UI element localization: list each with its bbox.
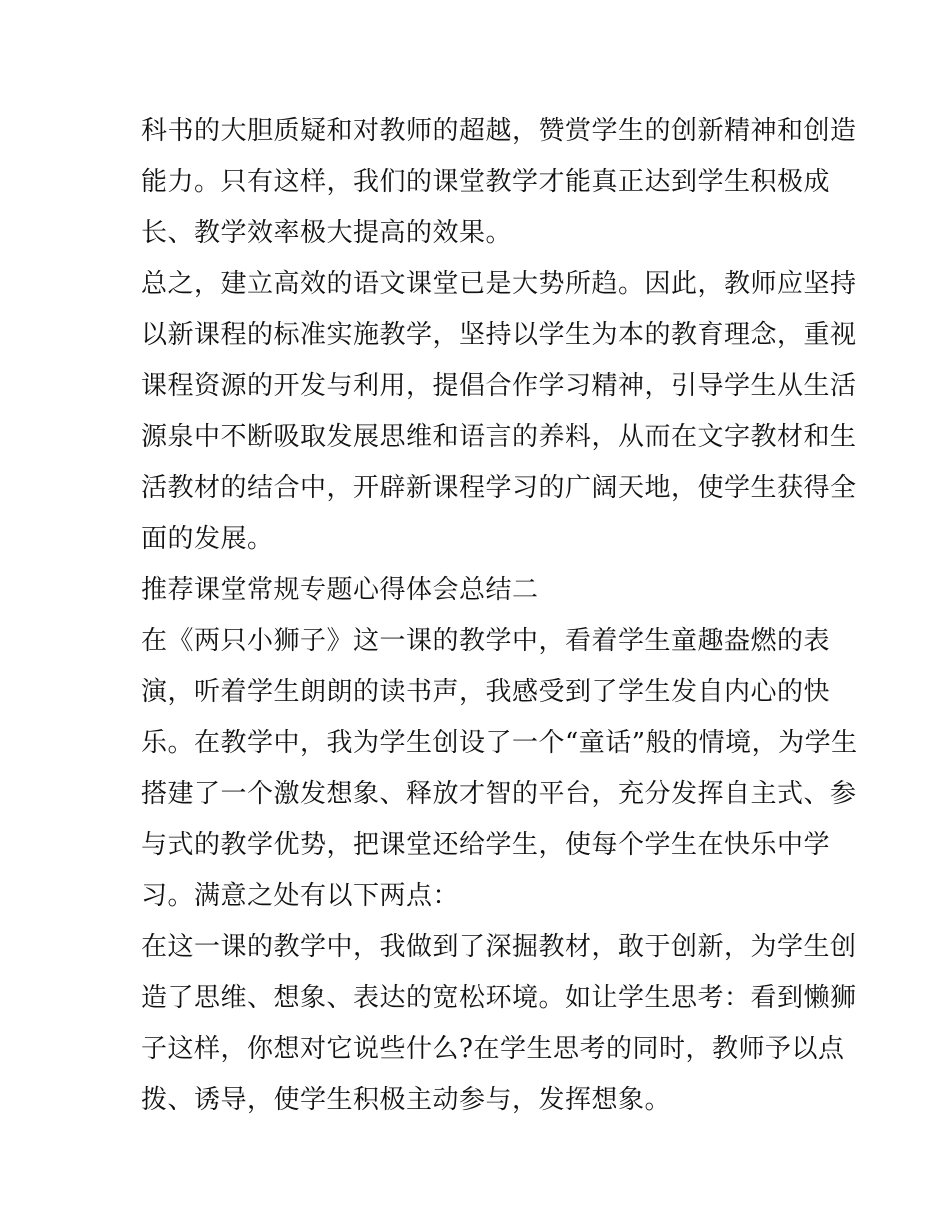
text-line: 与式的教学优势，把课堂还给学生，使每个学生在快乐中学 [141,830,831,860]
text-line: 造了思维、想象、表达的宽松环境。如让学生思考：看到懒狮 [141,983,857,1013]
text-line: 面的发展。 [141,524,274,554]
text-line: 在《两只小狮子》这一课的教学中，看着学生童趣盎燃的表 [141,626,831,656]
text-line: 拨、诱导，使学生积极主动参与，发挥想象。 [141,1085,672,1115]
text-line: 长、教学效率极大提高的效果。 [141,218,513,248]
document-body [141,106,858,1126]
text-line: 搭建了一个激发想象、释放才智的平台，充分发挥自主式、参 [141,779,857,809]
text-line: 以新课程的标准实施教学，坚持以学生为本的教育理念，重视 [141,320,857,350]
text-line: 能力。只有这样，我们的课堂教学才能真正达到学生积极成 [141,167,831,197]
text-line: 活教材的结合中，开辟新课程学习的广阔天地，使学生获得全 [141,473,857,503]
text-line: 乐。在教学中，我为学生创设了一个“童话”般的情境，为学生 [141,728,858,758]
text-line: 课程资源的开发与利用，提倡合作学习精神，引导学生从生活 [141,371,857,401]
text-line: 习。满意之处有以下两点： [141,881,460,911]
text-line: 源泉中不断吸取发展思维和语言的养料，从而在文字教材和生 [141,422,857,452]
text-line: 子这样，你想对它说些什么?在学生思考的同时，教师予以点 [141,1034,845,1064]
section-heading: 推荐课堂常规专题心得体会总结二 [141,575,539,605]
text-line: 总之，建立高效的语文课堂已是大势所趋。因此，教师应坚持 [141,269,857,299]
text-line: 演，听着学生朗朗的读书声，我感受到了学生发自内心的快 [141,677,831,707]
text-line: 科书的大胆质疑和对教师的超越，赞赏学生的创新精神和创造 [141,116,857,146]
text-line: 在这一课的教学中，我做到了深掘教材，敢于创新，为学生创 [141,932,857,962]
